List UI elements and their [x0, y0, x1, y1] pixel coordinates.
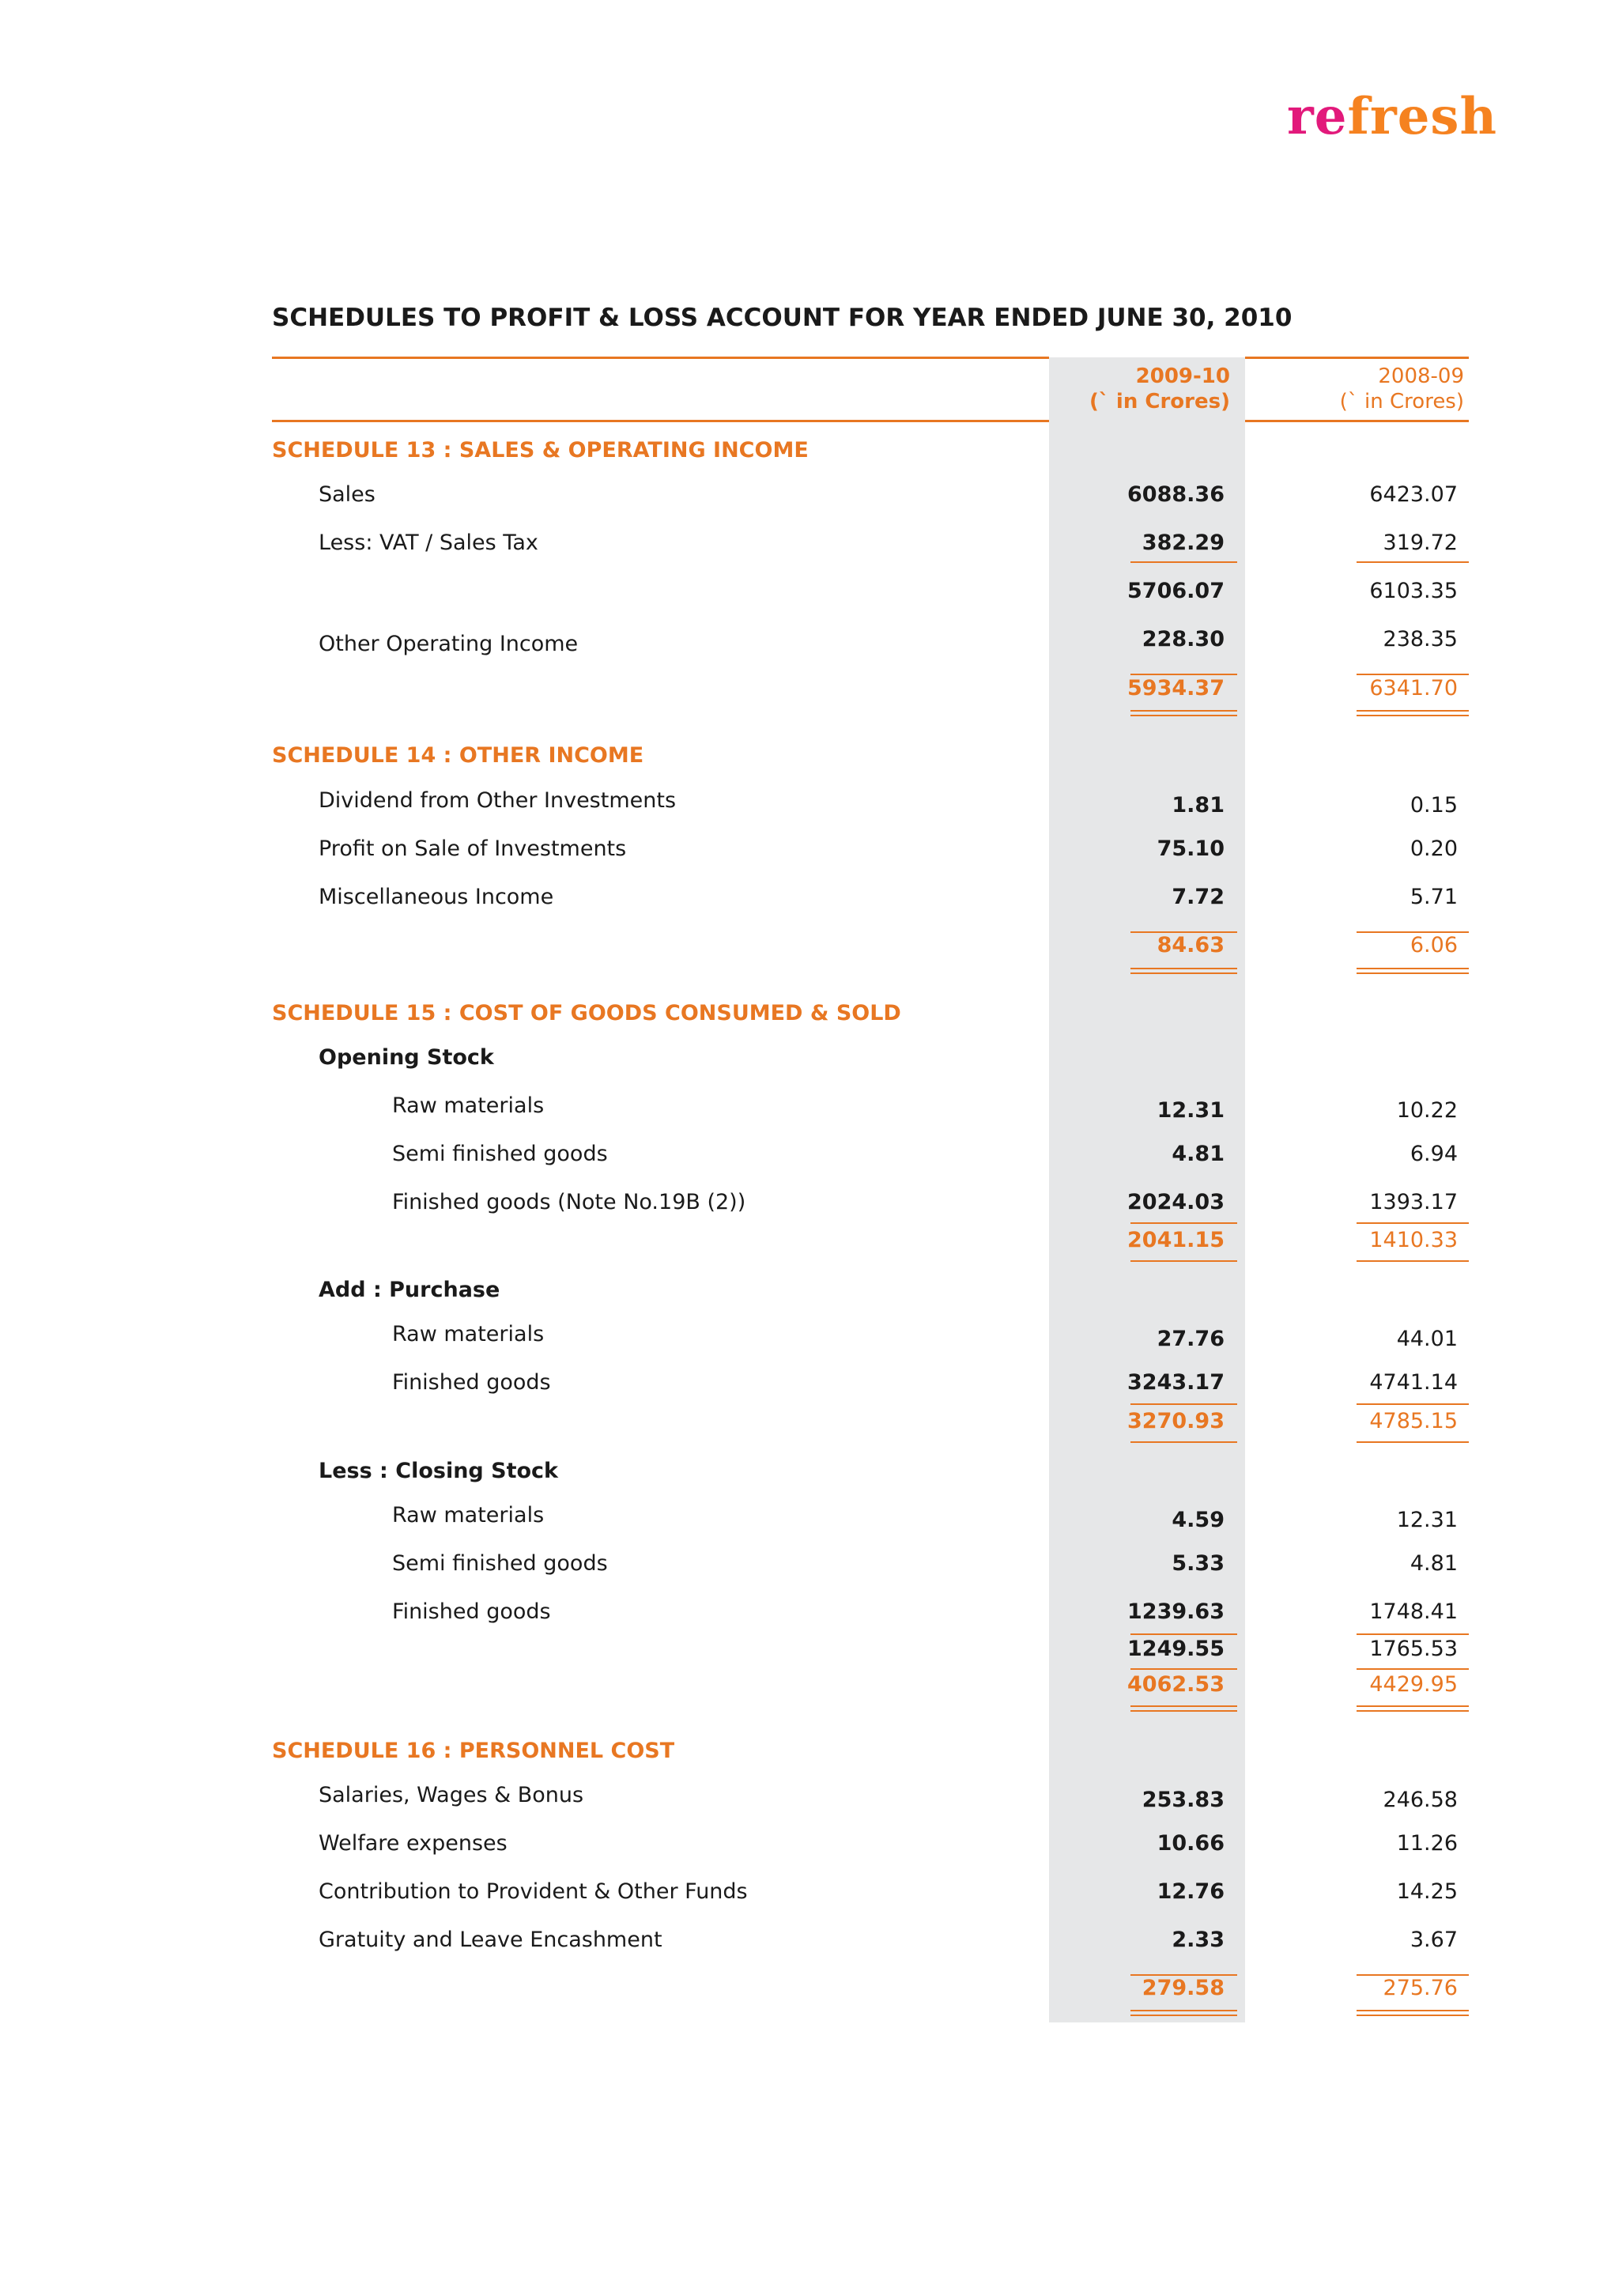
double-rule — [1130, 968, 1237, 969]
value-previous: 238.35 — [1383, 627, 1458, 651]
value-previous: 5.71 — [1410, 885, 1458, 909]
rule — [1130, 1441, 1237, 1443]
row-label: Finished goods — [392, 1599, 551, 1624]
schedule-13-heading: SCHEDULE 13 : SALES & OPERATING INCOME — [272, 438, 809, 463]
double-rule — [1357, 710, 1469, 712]
value-current: 75.10 — [1157, 836, 1225, 861]
subheading: Less : Closing Stock — [319, 1459, 559, 1483]
value-current: 382.29 — [1142, 531, 1225, 555]
logo-letter: r — [1287, 87, 1315, 146]
row-label: Dividend from Other Investments — [319, 788, 677, 813]
value-current: 27.76 — [1157, 1327, 1225, 1351]
rule — [1130, 1633, 1237, 1635]
value-previous: 0.15 — [1410, 793, 1458, 818]
column-header-current — [1089, 364, 1230, 414]
logo-letter: h — [1459, 87, 1497, 146]
schedule-16-heading: SCHEDULE 16 : PERSONNEL COST — [272, 1739, 675, 1763]
value-current: 1.81 — [1172, 793, 1225, 818]
total-current: 4062.53 — [1127, 1672, 1225, 1697]
double-rule — [1130, 972, 1237, 974]
double-rule — [1357, 968, 1469, 969]
rule — [1357, 1633, 1469, 1635]
column-header-previous — [1340, 364, 1464, 414]
value-current: 228.30 — [1142, 627, 1225, 651]
value-previous: 14.25 — [1396, 1879, 1458, 1904]
value-previous: 6423.07 — [1369, 482, 1458, 507]
value-current: 5.33 — [1172, 1551, 1225, 1576]
rule — [1130, 1260, 1237, 1262]
row-label: Contribution to Provident & Other Funds — [319, 1879, 748, 1904]
row-label: Welfare expenses — [319, 1831, 508, 1856]
current-year: 2009-10 — [1135, 364, 1230, 388]
schedule-14-heading: SCHEDULE 14 : OTHER INCOME — [272, 743, 644, 768]
subtotal-previous: 1410.33 — [1369, 1228, 1458, 1252]
rule — [1357, 1260, 1469, 1262]
rule — [1357, 1668, 1469, 1670]
row-label: Finished goods — [392, 1370, 551, 1395]
value-current: 4.59 — [1172, 1508, 1225, 1532]
value-current: 12.76 — [1157, 1879, 1225, 1904]
rule — [1130, 1668, 1237, 1670]
subtotal-current: 5706.07 — [1127, 579, 1225, 603]
value-previous: 6.94 — [1410, 1142, 1458, 1166]
value-current: 2024.03 — [1127, 1190, 1225, 1214]
subtotal-current: 1249.55 — [1127, 1637, 1225, 1661]
double-rule — [1130, 1705, 1237, 1707]
rule — [1130, 561, 1237, 563]
row-label: Sales — [319, 482, 376, 507]
rule — [1130, 1403, 1237, 1405]
double-rule — [1357, 972, 1469, 974]
row-label: Semi finished goods — [392, 1142, 608, 1166]
subtotal-previous: 1765.53 — [1369, 1637, 1458, 1661]
logo-letter: f — [1347, 87, 1370, 146]
double-rule — [1357, 715, 1469, 716]
subheading: Opening Stock — [319, 1045, 494, 1070]
value-current: 1239.63 — [1127, 1599, 1225, 1624]
row-label: Finished goods (Note No.19B (2)) — [392, 1190, 746, 1214]
value-current: 253.83 — [1142, 1788, 1225, 1812]
header-top-rule — [272, 357, 1049, 359]
previous-unit: (` in Crores) — [1339, 390, 1464, 414]
header-bottom-rule — [1245, 420, 1469, 422]
double-rule — [1357, 1705, 1469, 1707]
row-label: Salaries, Wages & Bonus — [319, 1783, 584, 1807]
rule — [1357, 561, 1469, 563]
value-previous: 3.67 — [1410, 1928, 1458, 1952]
subtotal-current: 2041.15 — [1127, 1228, 1225, 1252]
double-rule — [1130, 1710, 1237, 1712]
previous-year: 2008-09 — [1378, 364, 1464, 388]
subtotal-previous: 4785.15 — [1369, 1409, 1458, 1433]
row-label: Raw materials — [392, 1503, 545, 1528]
value-current: 12.31 — [1157, 1098, 1225, 1123]
total-previous: 275.76 — [1383, 1976, 1458, 2000]
subtotal-current: 3270.93 — [1127, 1409, 1225, 1433]
value-previous: 4.81 — [1410, 1551, 1458, 1576]
row-label: Profit on Sale of Investments — [319, 836, 627, 861]
logo-letter: r — [1369, 87, 1398, 146]
value-current: 3243.17 — [1127, 1370, 1225, 1395]
double-rule — [1357, 2010, 1469, 2011]
value-current: 7.72 — [1172, 885, 1225, 909]
subtotal-previous: 6103.35 — [1369, 579, 1458, 603]
double-rule — [1357, 2015, 1469, 2016]
value-previous: 10.22 — [1396, 1098, 1458, 1123]
total-current: 5934.37 — [1127, 676, 1225, 701]
value-previous: 1748.41 — [1369, 1599, 1458, 1624]
total-current: 84.63 — [1157, 933, 1225, 957]
value-previous: 246.58 — [1383, 1788, 1458, 1812]
double-rule — [1130, 2015, 1237, 2016]
value-previous: 1393.17 — [1369, 1190, 1458, 1214]
row-label: Raw materials — [392, 1322, 545, 1346]
total-previous: 6.06 — [1410, 933, 1458, 957]
value-current: 10.66 — [1157, 1831, 1225, 1856]
value-previous: 12.31 — [1396, 1508, 1458, 1532]
logo-letter: s — [1430, 87, 1460, 146]
total-previous: 4429.95 — [1369, 1672, 1458, 1697]
row-label: Gratuity and Leave Encashment — [319, 1928, 662, 1952]
current-unit: (` in Crores) — [1089, 390, 1230, 414]
value-previous: 0.20 — [1410, 836, 1458, 861]
row-label: Miscellaneous Income — [319, 885, 554, 909]
subheading: Add : Purchase — [319, 1278, 500, 1302]
logo-letter: e — [1314, 87, 1348, 146]
brand-logo — [1287, 87, 1497, 146]
rule — [1357, 674, 1469, 675]
double-rule — [1357, 1710, 1469, 1712]
rule — [1357, 1441, 1469, 1443]
schedule-15-heading: SCHEDULE 15 : COST OF GOODS CONSUMED & SOLD — [272, 1001, 901, 1025]
value-previous: 11.26 — [1396, 1831, 1458, 1856]
value-previous: 44.01 — [1396, 1327, 1458, 1351]
double-rule — [1130, 710, 1237, 712]
row-label: Less: VAT / Sales Tax — [319, 531, 538, 555]
row-label: Raw materials — [392, 1093, 545, 1118]
value-current: 2.33 — [1172, 1928, 1225, 1952]
rule — [1130, 674, 1237, 675]
header-top-rule — [1245, 357, 1469, 359]
rule — [1357, 1403, 1469, 1405]
rule — [1130, 1222, 1237, 1224]
logo-letter: e — [1397, 87, 1431, 146]
value-previous: 319.72 — [1383, 531, 1458, 555]
value-current: 4.81 — [1172, 1142, 1225, 1166]
value-previous: 4741.14 — [1369, 1370, 1458, 1395]
page-title: SCHEDULES TO PROFIT & LOSS ACCOUNT FOR YEAR ENDED JUNE 30, 2010 — [272, 304, 1293, 332]
total-previous: 6341.70 — [1369, 676, 1458, 701]
double-rule — [1130, 715, 1237, 716]
row-label: Semi finished goods — [392, 1551, 608, 1576]
header-bottom-rule — [272, 420, 1049, 422]
rule — [1357, 1222, 1469, 1224]
double-rule — [1130, 2010, 1237, 2011]
row-label: Other Operating Income — [319, 632, 579, 656]
value-current: 6088.36 — [1127, 482, 1225, 507]
total-current: 279.58 — [1142, 1976, 1225, 2000]
